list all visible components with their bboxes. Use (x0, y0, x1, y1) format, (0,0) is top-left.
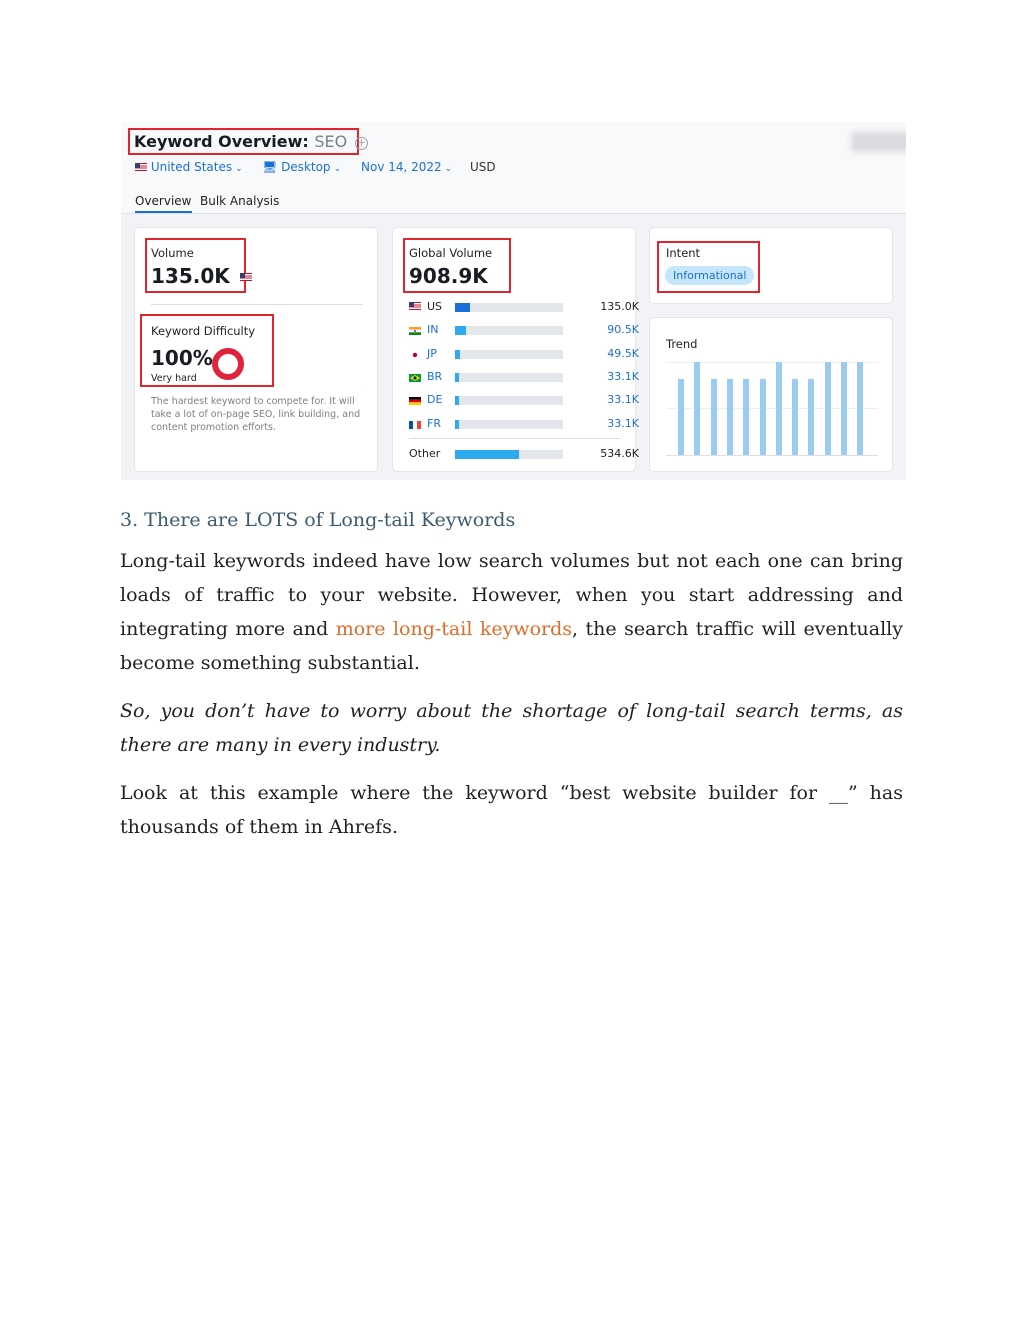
global-volume-label: Global Volume (409, 246, 493, 260)
volume-label: Volume (151, 246, 194, 260)
trend-chart (666, 362, 878, 456)
paragraph-2: So, you don’t have to worry about the shortage of long-tail search terms, as there are many in every industry. (120, 700, 903, 756)
trend-bar (857, 362, 863, 455)
us-flag-icon (135, 163, 147, 171)
france-flag-icon (409, 419, 421, 427)
country-row-de[interactable] (409, 392, 639, 408)
volume-bar-fill (455, 373, 459, 382)
device-filter-label: Desktop (281, 160, 331, 174)
country-volume: 33.1K (607, 393, 639, 406)
country-volume: 49.5K (607, 347, 639, 360)
volume-bar-track (455, 373, 563, 382)
difficulty-value: 100% (151, 346, 213, 370)
india-flag-icon (409, 325, 421, 333)
section-heading: 3. There are LOTS of Long-tail Keywords (120, 509, 516, 531)
long-tail-keywords-link[interactable]: more long-tail keywords (335, 618, 573, 640)
volume-bar-fill (455, 326, 466, 335)
chevron-down-icon: ⌄ (333, 164, 342, 174)
global-volume-value: 908.9K (409, 264, 488, 288)
intent-label: Intent (666, 246, 701, 260)
volume-bar-track (455, 420, 563, 429)
trend-label: Trend (666, 337, 698, 351)
country-code: IN (427, 323, 439, 336)
trend-bar (711, 379, 717, 455)
brazil-flag-icon (409, 372, 421, 380)
intent-card (649, 227, 893, 304)
country-row-fr[interactable] (409, 416, 639, 432)
trend-bar (841, 362, 847, 455)
country-filter[interactable] (135, 160, 243, 174)
country-filter-label: United States (150, 160, 233, 174)
us-flag-icon (240, 273, 252, 281)
volume-value (151, 264, 252, 288)
volume-bar-track (455, 326, 563, 335)
keyword-overview-title (134, 132, 368, 151)
country-row-us (409, 299, 639, 315)
tab-overview[interactable]: Overview (135, 194, 192, 213)
difficulty-ring-icon (211, 347, 245, 381)
country-volume-list (409, 299, 639, 469)
country-row-other (409, 446, 639, 462)
volume-bar-fill (455, 420, 459, 429)
intent-badge: Informational (665, 266, 754, 285)
volume-bar-track (455, 396, 563, 405)
volume-bar-track (455, 303, 563, 312)
country-code: DE (427, 393, 443, 406)
country-volume: 135.0K (600, 300, 639, 313)
device-filter[interactable] (262, 160, 341, 174)
add-keyword-icon[interactable]: + (356, 136, 366, 149)
country-code: US (427, 300, 443, 313)
volume-bar-fill (455, 450, 519, 459)
trend-bar (694, 362, 700, 455)
germany-flag-icon (409, 395, 421, 403)
paragraph-1-text-end: , the search traffic will eventually become something substantial. (120, 618, 903, 674)
currency-label: USD (470, 160, 496, 174)
blurred-button[interactable] (851, 132, 906, 152)
country-code: BR (427, 370, 443, 383)
chevron-down-icon: ⌄ (444, 164, 453, 174)
country-row-jp[interactable] (409, 346, 639, 362)
country-row-br[interactable] (409, 369, 639, 385)
country-volume: 33.1K (607, 417, 639, 430)
trend-bar (727, 379, 733, 455)
country-code: JP (427, 347, 437, 360)
trend-bar (776, 362, 782, 455)
country-volume: 33.1K (607, 370, 639, 383)
global-volume-card (392, 227, 639, 472)
divider (151, 304, 363, 305)
trend-bar (760, 379, 766, 455)
trend-bar (678, 379, 684, 455)
volume-number: 135.0K (151, 264, 230, 288)
difficulty-description: The hardest keyword to compete for. It will take a lot of on-page SEO, link building, and content promotion efforts. (151, 396, 361, 433)
trend-bar (825, 362, 831, 455)
japan-flag-icon (409, 349, 421, 357)
divider (409, 438, 621, 439)
desktop-icon: 🖥︎ (262, 160, 278, 174)
country-row-in[interactable] (409, 322, 639, 338)
country-volume: 90.5K (607, 323, 639, 336)
tab-bulk-analysis[interactable]: Bulk Analysis (200, 194, 280, 208)
volume-bar-fill (455, 396, 459, 405)
keyword-label: SEO (314, 132, 348, 151)
trend-bar (792, 379, 798, 455)
country-code: Other (409, 447, 441, 460)
difficulty-level: Very hard (151, 373, 197, 384)
date-filter-label: Nov 14, 2022 (361, 160, 442, 174)
us-flag-icon (409, 302, 421, 310)
paragraph-1 (120, 544, 903, 680)
volume-bar-fill (455, 350, 460, 359)
difficulty-label: Keyword Difficulty (151, 324, 256, 338)
trend-bar (808, 379, 814, 455)
volume-bar-fill (455, 303, 470, 312)
paragraph-3: Look at this example where the keyword “best website builder for __” has thousands of them in Ahrefs. (120, 782, 903, 838)
chevron-down-icon: ⌄ (235, 164, 243, 174)
paragraph-1-text: Long-tail keywords indeed have low search volumes but not each one can bring loads of traffic to your website. However, when you start addressing and integrating more and (120, 550, 903, 640)
country-code: FR (427, 417, 441, 430)
volume-card (134, 227, 378, 472)
volume-bar-track (455, 350, 563, 359)
title-label: Keyword Overview: (134, 132, 309, 151)
country-volume: 534.6K (600, 447, 639, 460)
trend-card (649, 317, 893, 472)
trend-bar (743, 379, 749, 455)
baseline (666, 455, 878, 456)
date-filter[interactable] (361, 160, 452, 174)
keyword-overview-screenshot (121, 122, 906, 480)
volume-bar-track (455, 450, 563, 459)
